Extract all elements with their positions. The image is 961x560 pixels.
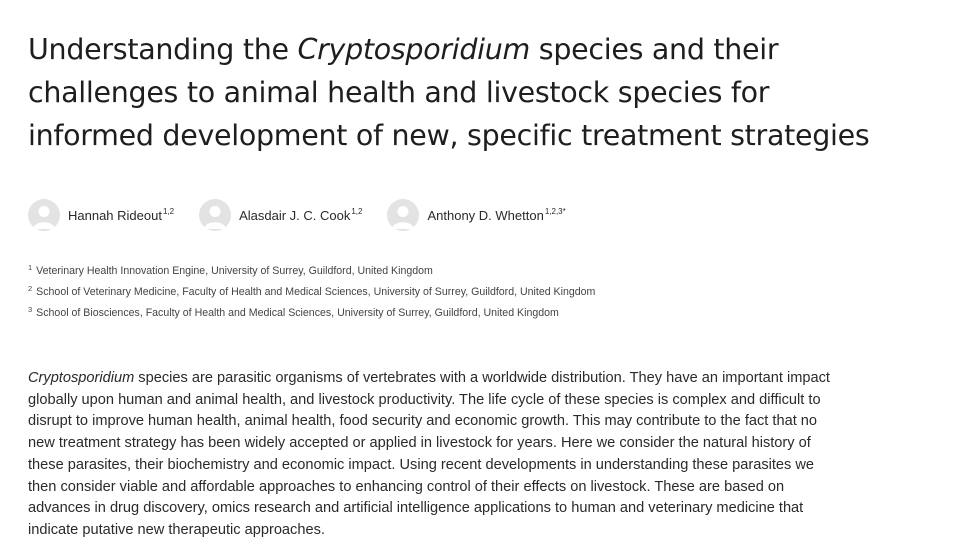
author-affiliation-sup: 1,2 xyxy=(351,207,363,216)
author-hannah-rideout[interactable] xyxy=(28,199,174,231)
abstract-line: disrupt to improve human health, animal health, food security and economic growth. This may contribute to the fact that no xyxy=(28,413,818,430)
article-title xyxy=(28,28,948,157)
abstract-species-name: Cryptosporidium xyxy=(28,370,135,386)
title-species-name: Cryptosporidium xyxy=(297,33,531,66)
author-affiliation-sup: 1,2,3* xyxy=(544,207,566,216)
abstract-line: advances in drug discovery, omics research and artificial intelligence applications to human and veterinary medicine that xyxy=(28,500,804,517)
affiliation-text: School of Veterinary Medicine, Faculty of Health and Medical Sciences, University of Surrey, Guildford, United Kingdom xyxy=(36,286,596,298)
abstract-line: then consider viable and affordable approaches to enhancing control of their effects on livestock. These are based on xyxy=(28,478,785,495)
person-placeholder-icon xyxy=(28,199,60,231)
abstract-line: globally upon human and animal health, and livestock productivity. The life cycle of these species is complex and difficult to xyxy=(28,391,821,408)
author-affiliation-sup: 1,2 xyxy=(162,207,175,216)
title-text: species and their xyxy=(530,33,779,66)
affiliation-text: School of Biosciences, Faculty of Health and Medical Sciences, University of Surrey, Guildford, United Kingdom xyxy=(36,307,559,319)
author-anthony-whetton[interactable] xyxy=(387,199,565,231)
abstract-line: indicate putative new therapeutic approaches. xyxy=(28,521,325,538)
affiliation-item xyxy=(28,280,595,301)
abstract-paragraph xyxy=(28,368,948,542)
affiliation-number: 2 xyxy=(28,284,33,293)
abstract-line: Cryptosporidium species are parasitic organisms of vertebrates with a worldwide distribution. They have an important impact xyxy=(28,370,830,386)
author-name: Alasdair J. C. Cook$^{1,2}$ xyxy=(239,207,363,223)
author-name: Anthony D. Whetton$^{1,2,3*}$ xyxy=(427,207,566,223)
title-line-3: informed development of new, specific treatment strategies xyxy=(28,119,870,152)
person-placeholder-icon xyxy=(387,199,419,231)
affiliation-number: 3 xyxy=(28,305,33,314)
title-text: Understanding the xyxy=(28,33,298,66)
author-list xyxy=(28,199,591,231)
abstract-line: these parasites, their biochemistry and economic impact. Using recent developments in understanding these parasites we xyxy=(28,456,815,473)
person-placeholder-icon xyxy=(199,199,231,231)
title-line-1 xyxy=(28,28,948,71)
author-name: Hannah Rideout$^{1,2}$ xyxy=(68,207,175,223)
affiliation-list xyxy=(28,259,595,322)
affiliation-text: Veterinary Health Innovation Engine, University of Surrey, Guildford, United Kingdom xyxy=(36,265,433,277)
author-alasdair-cook[interactable] xyxy=(199,199,362,231)
affiliation-item xyxy=(28,301,595,322)
affiliation-number: 1 xyxy=(28,263,33,272)
affiliation-item xyxy=(28,259,595,280)
abstract-line: new treatment strategy has been widely accepted or applied in livestock for years. Here we consider the natural history of xyxy=(28,435,811,452)
title-line-2: challenges to animal health and livestock species for xyxy=(28,76,770,109)
